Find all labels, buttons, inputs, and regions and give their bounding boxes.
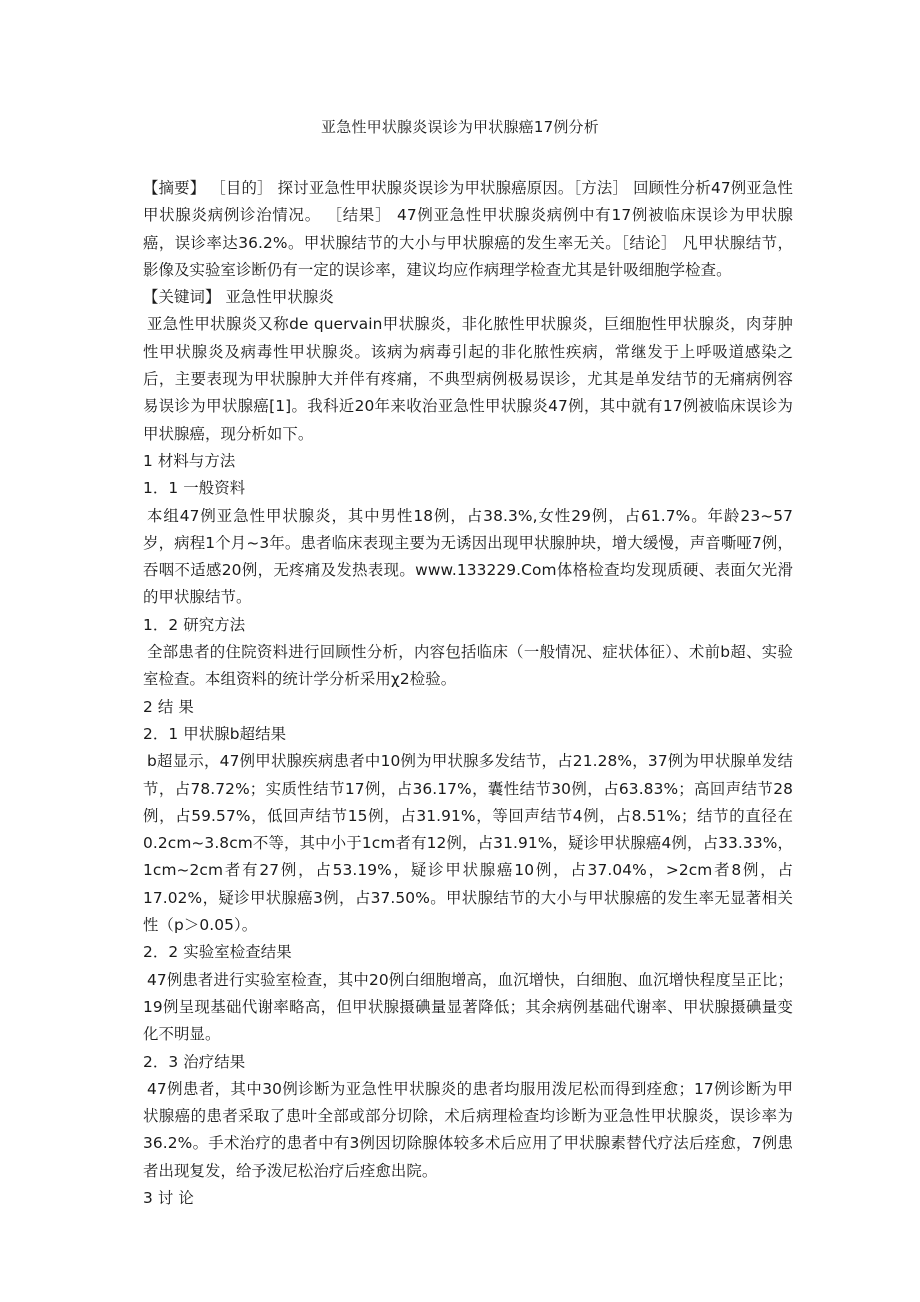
section-heading-1: 1 材料与方法 [143, 451, 236, 470]
intro-paragraph: 亚急性甲状腺炎又称de quervain甲状腺炎，非化脓性甲状腺炎，巨细胞性甲状腺炎，肉芽肿性甲状腺炎及病毒性甲状腺炎。该病为病毒引起的非化脓性疾病，常继发于上呼吸道感染之后，主要表现为甲状腺肿大并伴有疼痛，不典型病例极易误诊，尤其是单发结节的无痛病例容易误诊为甲状腺癌[1]。我科近20年来收治亚急性甲状腺炎47例，其中就有17例被临床误诊为甲状腺癌，现分析如下。 [143, 315, 793, 443]
lab-results-paragraph: 47例患者进行实验室检查，其中20例白细胞增高，血沉增快，白细胞、血沉增快程度呈正比；19例呈现基础代谢率略高，但甲状腺摄碘量显著降低；其余病例基础代谢率、甲状腺摄碘量变化不明显。 [143, 970, 793, 1044]
methods-paragraph: 全部患者的住院资料进行回顾性分析，内容包括临床（一般情况、症状体征）、术前b超、实验室检查。本组资料的统计学分析采用χ2检验。 [143, 643, 793, 689]
subsection-heading-1-2: 1．2 研究方法 [143, 615, 246, 634]
general-data-paragraph: 本组47例亚急性甲状腺炎，其中男性18例，占38.3%,女性29例，占61.7%。年龄23~57岁，病程1个月~3年。患者临床表现主要为无诱因出现甲状腺肿块，增大缓慢，声音嘶哑7例，吞咽不适感20例，无疼痛及发热表现。www.133229.Com体格检查均发现质硬、表面欠光滑的甲状腺结节。 [143, 506, 793, 607]
subsection-heading-2-3: 2．3 治疗结果 [143, 1052, 246, 1071]
document-body [143, 175, 793, 1212]
keywords-paragraph: 【关键词】 亚急性甲状腺炎 [143, 288, 334, 307]
abstract-paragraph: 【摘要】 ［目的］ 探讨亚急性甲状腺炎误诊为甲状腺癌原因。［方法］ 回顾性分析47例亚急性甲状腺炎病例诊治情况。 ［结果］ 47例亚急性甲状腺炎病例中有17例被临床误诊为甲状腺癌，误诊率达36.2%。甲状腺结节的大小与甲状腺癌的发生率无关。［结论］ 凡甲状腺结节，影像及实验室诊断仍有一定的误诊率，建议均应作病理学检查尤其是针吸细胞学检查。 [143, 179, 793, 279]
ultrasound-results-paragraph: b超显示，47例甲状腺疾病患者中10例为甲状腺多发结节，占21.28%，37例为甲状腺单发结节，占78.72%；实质性结节17例，占36.17%，囊性结节30例，占63.83%；高回声结节28例，占59.57%，低回声结节15例，占31.91%，等回声结节4例，占8.51%；结节的直径在0.2cm~3.8cm不等，其中小于1cm者有12例，占31.91%，疑诊甲状腺癌4例，占33.33%，1cm~2cm者有27例，占53.19%，疑诊甲状腺癌10例，占37.04%，>2cm者8例，占17.02%，疑诊甲状腺癌3例，占37.50%。甲状腺结节的大小与甲状腺癌的发生率无显著相关性（p＞0.05）。 [143, 752, 793, 935]
subsection-heading-1-1: 1．1 一般资料 [143, 479, 246, 498]
section-heading-3: 3 讨 论 [143, 1188, 194, 1207]
subsection-heading-2-2: 2．2 实验室检查结果 [143, 943, 292, 962]
document-title: 亚急性甲状腺炎误诊为甲状腺癌17例分析 [321, 118, 599, 136]
section-heading-2: 2 结 果 [143, 697, 194, 716]
treatment-results-paragraph: 47例患者，其中30例诊断为亚急性甲状腺炎的患者均服用泼尼松而得到痊愈；17例诊断为甲状腺癌的患者采取了患叶全部或部分切除，术后病理检查均诊断为亚急性甲状腺炎，误诊率为36.2%。手术治疗的患者中有3例因切除腺体较多术后应用了甲状腺素替代疗法后痊愈，7例患者出现复发，给予泼尼松治疗后痊愈出院。 [143, 1079, 793, 1180]
subsection-heading-2-1: 2．1 甲状腺b超结果 [143, 724, 287, 743]
